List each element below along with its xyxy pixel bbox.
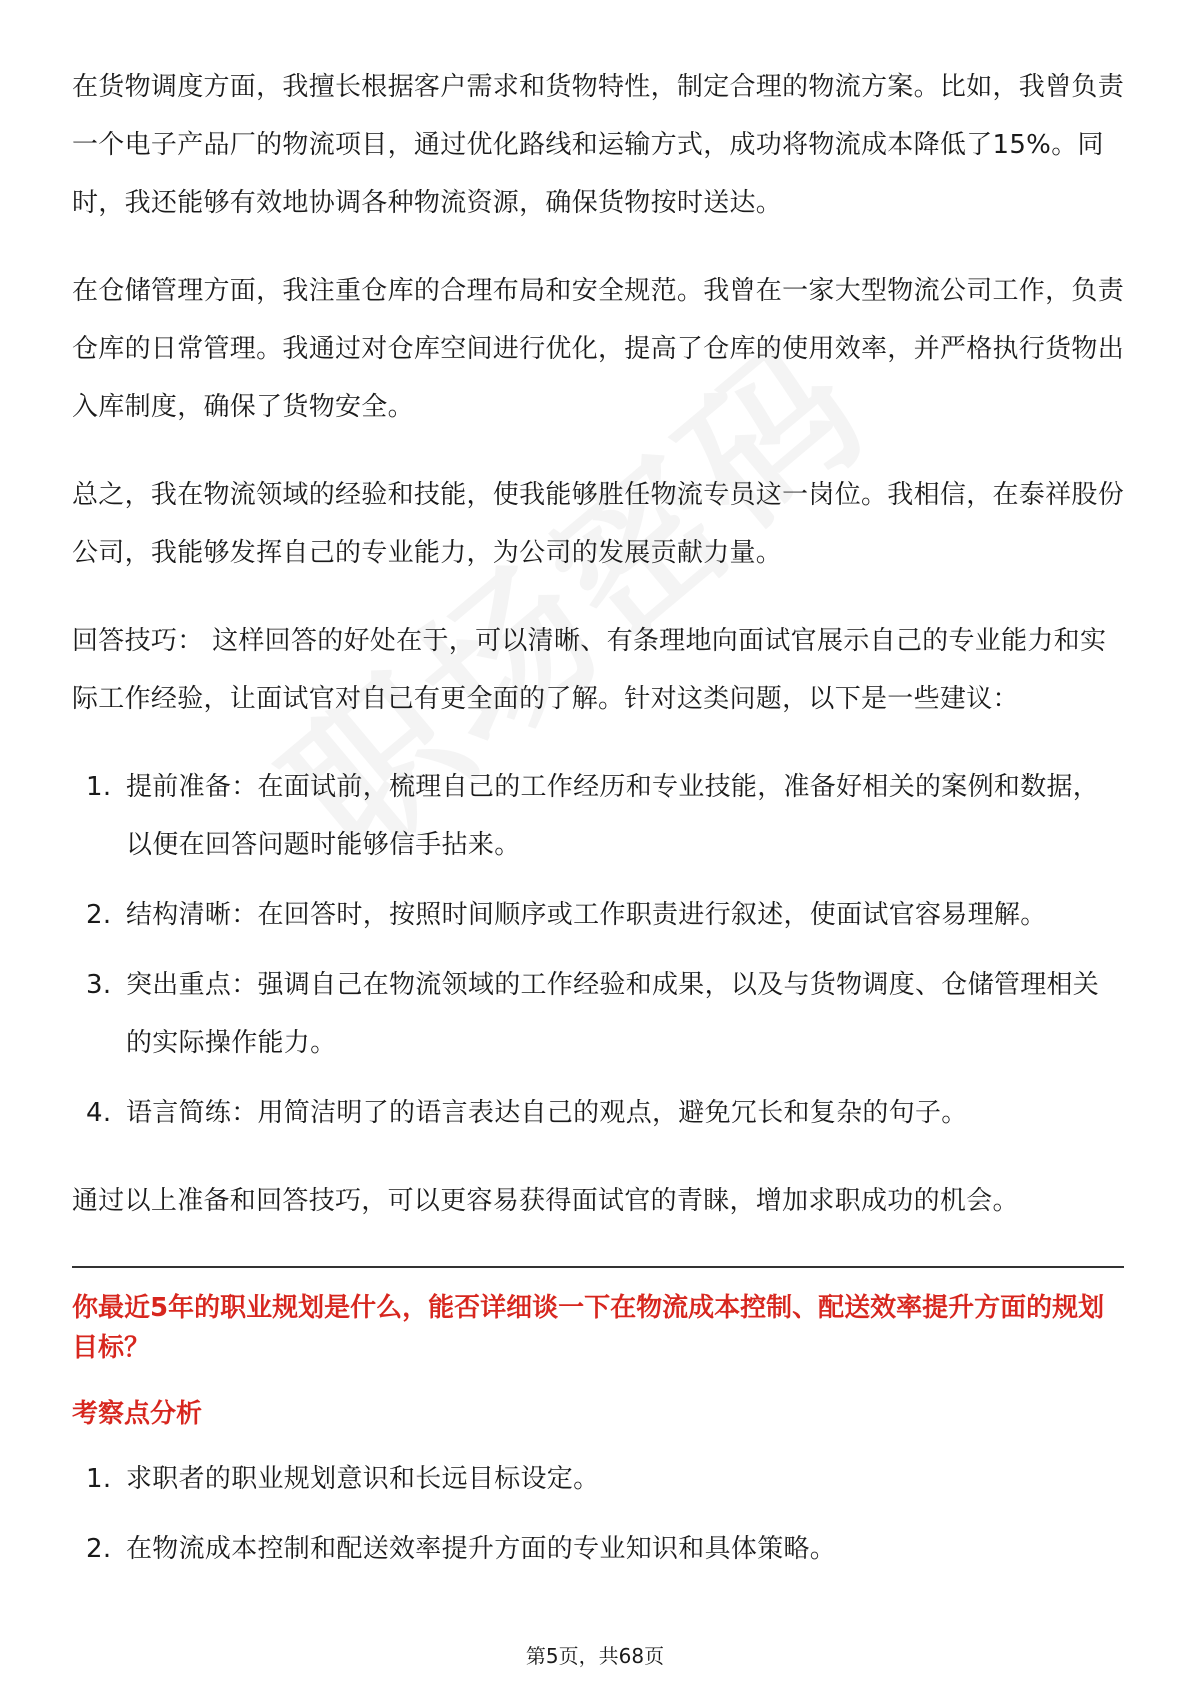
list-item: 1. 提前准备：在面试前，梳理自己的工作经历和专业技能，准备好相关的案例和数据，以便在回答问题时能够信手拈来。 bbox=[86, 772, 1100, 860]
analysis-heading: 考察点分析 bbox=[72, 1399, 203, 1429]
section-divider bbox=[72, 1266, 1124, 1268]
paragraph-warehouse: 在仓储管理方面，我注重仓库的合理布局和安全规范。我曾在一家大型物流公司工作，负责仓库的日常管理。我通过对仓库空间进行优化，提高了仓库的使用效率，并严格执行货物出入库制度，确保了货物安全。 bbox=[72, 276, 1125, 422]
analysis-list bbox=[72, 1450, 1124, 1578]
tips-list bbox=[72, 758, 1124, 1142]
paragraph-summary: 总之，我在物流领域的经验和技能，使我能够胜任物流专员这一岗位。我相信，在泰祥股份公司，我能够发挥自己的专业能力，为公司的发展贡献力量。 bbox=[72, 480, 1125, 568]
paragraph-dispatch: 在货物调度方面，我擅长根据客户需求和货物特性，制定合理的物流方案。比如，我曾负责一个电子产品厂的物流项目，通过优化路线和运输方式，成功将物流成本降低了15%。同时，我还能够有效地协调各种物流资源，确保货物按时送达。 bbox=[72, 72, 1125, 218]
content bbox=[72, 58, 1124, 1578]
list-item: 4. 语言简练：用简洁明了的语言表达自己的观点，避免冗长和复杂的句子。 bbox=[86, 1098, 968, 1128]
list-item: 2. 结构清晰：在回答时，按照时间顺序或工作职责进行叙述，使面试官容易理解。 bbox=[86, 900, 1047, 930]
list-item: 2. 在物流成本控制和配送效率提升方面的专业知识和具体策略。 bbox=[86, 1534, 837, 1564]
paragraph-answer-tips: 回答技巧： 这样回答的好处在于，可以清晰、有条理地向面试官展示自己的专业能力和实际工作经验，让面试官对自己有更全面的了解。针对这类问题，以下是一些建议： bbox=[72, 626, 1107, 714]
question-heading: 你最近5年的职业规划是什么，能否详细谈一下在物流成本控制、配送效率提升方面的规划目标？ bbox=[72, 1293, 1105, 1363]
page-footer: 第5页，共68页 bbox=[525, 1644, 665, 1668]
list-item: 3. 突出重点：强调自己在物流领域的工作经验和成果，以及与货物调度、仓储管理相关的实际操作能力。 bbox=[86, 970, 1100, 1058]
list-item: 1. 求职者的职业规划意识和长远目标设定。 bbox=[86, 1464, 600, 1494]
paragraph-closing: 通过以上准备和回答技巧，可以更容易获得面试官的青睐，增加求职成功的机会。 bbox=[72, 1186, 1019, 1216]
